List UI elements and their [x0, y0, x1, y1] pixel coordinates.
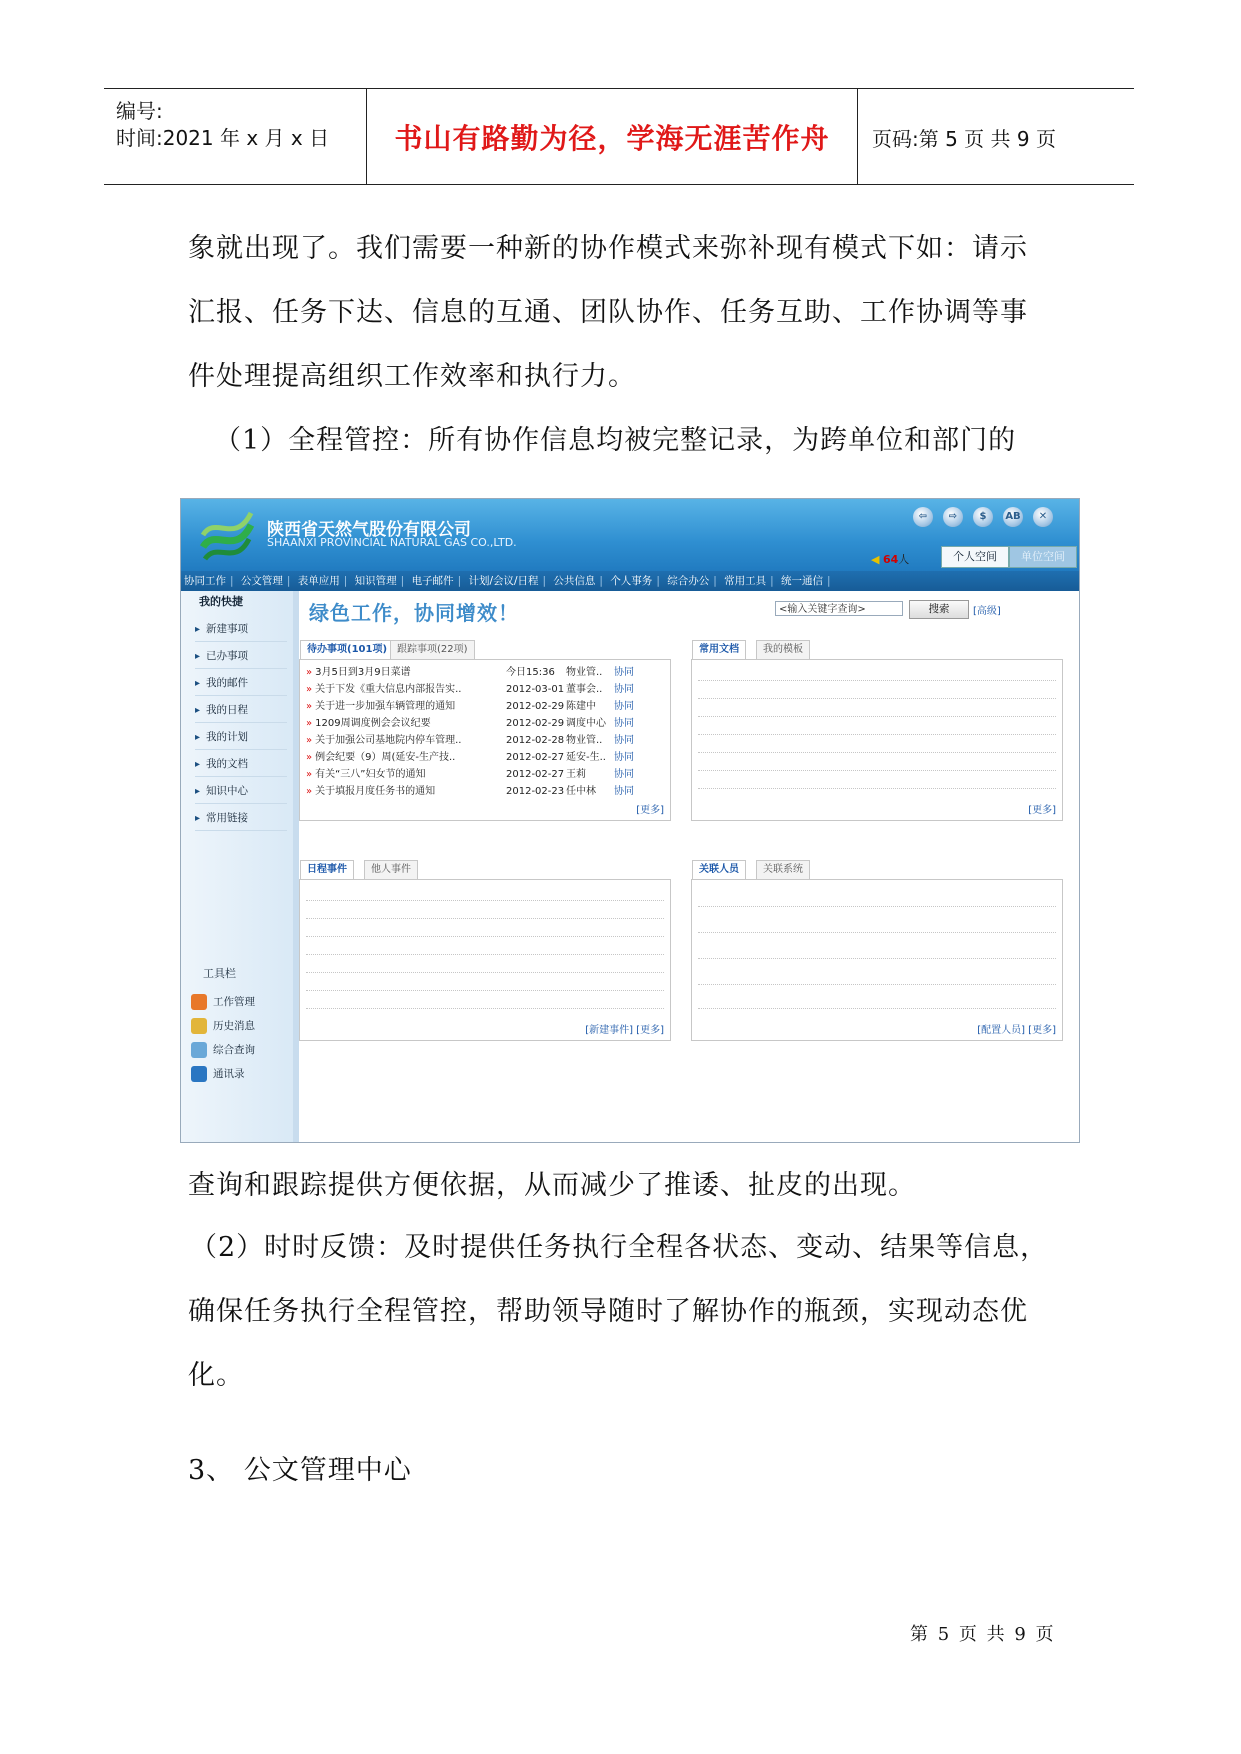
online-users[interactable]: [871, 551, 909, 567]
page-footer: 第 5 页 共 9 页: [910, 1624, 1056, 1645]
header-meta-cell: [104, 89, 367, 184]
online-unit: 人: [898, 553, 910, 566]
nav-item[interactable]: 表单应用: [297, 575, 340, 587]
row-divider: [698, 716, 1056, 717]
tab-related-systems[interactable]: 关联系统: [756, 860, 810, 879]
nav-item[interactable]: 综合办公: [667, 575, 710, 587]
sidebar-item[interactable]: ▸ 知识中心: [195, 779, 287, 804]
nav-item[interactable]: 协同工作: [184, 575, 226, 587]
sidebar-item[interactable]: ▸ 常用链接: [195, 806, 287, 831]
tab-common-docs[interactable]: 常用文档: [692, 640, 746, 659]
query-icon: [191, 1042, 207, 1058]
oa-banner: [181, 499, 1080, 577]
oa-system-screenshot: [180, 498, 1080, 1143]
row-divider: [306, 954, 664, 955]
row-divider: [698, 788, 1056, 789]
header-motto-cell: [367, 89, 858, 184]
tab-related-people[interactable]: 关联人员: [692, 860, 746, 879]
slogan: 绿色工作，协同增效！: [309, 601, 519, 625]
row-divider: [306, 972, 664, 973]
search-button[interactable]: 搜索: [909, 600, 969, 619]
sidebar-item[interactable]: ▸ 新建事项: [195, 617, 287, 642]
toolbar-title: 工具栏: [203, 967, 236, 980]
paragraph-line: （2）时时反馈：及时提供任务执行全程各状态、变动、结果等信息，: [190, 1232, 1049, 1263]
schedule-panel: [299, 864, 671, 1041]
todo-row[interactable]: » 关于填报月度任务书的通知 2012-02-23 任中林 协同: [306, 783, 666, 800]
forward-button[interactable]: ⇨: [943, 507, 963, 527]
row-divider: [698, 698, 1056, 699]
tab-schedule[interactable]: 日程事件: [300, 860, 354, 879]
todo-row[interactable]: » 关于进一步加强车辆管理的通知 2012-02-29 陈建中 协同: [306, 698, 666, 715]
docs-panel: [691, 644, 1063, 821]
sidebar-item[interactable]: ▸ 我的计划: [195, 725, 287, 750]
related-more-links[interactable]: [配置人员] [更多]: [977, 1025, 1056, 1036]
document-time-label: 时间:2021 年 x 月 x 日: [116, 126, 330, 150]
tab-unit-space[interactable]: 单位空间: [1009, 546, 1077, 568]
todo-row[interactable]: » 关于下发《重大信息内部报告实.. 2012-03-01 董事会.. 协同: [306, 681, 666, 698]
paragraph-line: 确保任务执行全程管控，帮助领导随时了解协作的瓶颈，实现动态优: [188, 1296, 1028, 1327]
row-divider: [698, 752, 1056, 753]
nav-item[interactable]: 常用工具: [724, 575, 767, 587]
paragraph-line: 件处理提高组织工作效率和执行力。: [188, 361, 636, 392]
row-divider: [698, 680, 1056, 681]
back-button[interactable]: ⇦: [913, 507, 933, 527]
document-number-label: 编号:: [116, 99, 163, 123]
todo-row[interactable]: » 1209周调度例会会议纪要 2012-02-29 调度中心 协同: [306, 715, 666, 732]
tool-query[interactable]: 综合查询: [191, 1039, 255, 1061]
left-sidebar: [181, 591, 294, 1143]
company-name-cn: 陕西省天然气股份有限公司: [267, 520, 471, 540]
todo-row[interactable]: » 有关“三八”妇女节的通知 2012-02-27 王莉 协同: [306, 766, 666, 783]
header-motto: 书山有路勤为径，学海无涯苦作舟: [394, 122, 830, 155]
todo-row[interactable]: » 例会纪要（9）周(延安-生产技.. 2012-02-27 延安-生.. 协同: [306, 749, 666, 766]
nav-item[interactable]: 公共信息: [553, 575, 596, 587]
company-name-en: SHAANXI PROVINCIAL NATURAL GAS CO.,LTD.: [267, 536, 517, 549]
page-header: [104, 88, 1134, 185]
main-content: [299, 591, 1080, 1143]
tab-my-templates[interactable]: 我的模板: [756, 640, 810, 659]
sidebar-item[interactable]: ▸ 我的邮件: [195, 671, 287, 696]
related-panel: [691, 864, 1063, 1041]
tool-contacts[interactable]: 通讯录: [191, 1063, 245, 1085]
row-divider: [698, 958, 1056, 959]
schedule-more-links[interactable]: [新建事件] [更多]: [585, 1025, 664, 1036]
history-icon: [191, 1018, 207, 1034]
close-button[interactable]: ✕: [1033, 507, 1053, 527]
nav-item[interactable]: 知识管理: [354, 575, 397, 587]
paragraph-line: 象就出现了。我们需要一种新的协作模式来弥补现有模式下如：请示: [188, 233, 1028, 264]
online-count: 64: [882, 553, 899, 566]
search-input[interactable]: <输入关键字查询>: [775, 601, 903, 616]
advanced-search-link[interactable]: [高级]: [973, 606, 1001, 617]
sidebar-item[interactable]: ▸ 我的文档: [195, 752, 287, 777]
row-divider: [698, 770, 1056, 771]
tab-tracking[interactable]: 跟踪事项(22项): [390, 640, 475, 659]
dollar-button[interactable]: $: [973, 507, 993, 527]
header-page-cell: [858, 89, 1134, 184]
work-manage-icon: [191, 994, 207, 1010]
nav-item[interactable]: 计划/会议/日程: [468, 575, 539, 587]
paragraph-line: 化。: [188, 1360, 244, 1391]
nav-item[interactable]: 电子邮件: [411, 575, 454, 587]
sidebar-item[interactable]: ▸ 我的日程: [195, 698, 287, 723]
sidebar-item[interactable]: ▸ 已办事项: [195, 644, 287, 669]
row-divider: [306, 990, 664, 991]
header-page-number: 页码:第 5 页 共 9 页: [872, 127, 1056, 151]
nav-item[interactable]: 个人事务: [610, 575, 653, 587]
row-divider: [306, 936, 664, 937]
paragraph-line: 查询和跟踪提供方便依据，从而减少了推诿、扯皮的出现。: [188, 1170, 916, 1201]
row-divider: [306, 918, 664, 919]
row-divider: [306, 900, 664, 901]
todo-row[interactable]: » 3月5日到3月9日菜谱 今日15:36 物业管.. 协同: [306, 664, 666, 681]
todo-more-link[interactable]: [更多]: [636, 805, 664, 816]
speaker-icon: ◀: [871, 553, 880, 566]
row-divider: [698, 984, 1056, 985]
row-divider: [698, 734, 1056, 735]
tab-personal-space[interactable]: 个人空间: [941, 546, 1009, 568]
nav-item[interactable]: 统一通信: [780, 575, 823, 587]
paragraph-line: （1）全程管控：所有协作信息均被完整记录，为跨单位和部门的: [214, 425, 1017, 456]
row-divider: [698, 1008, 1056, 1009]
docs-more-link[interactable]: [更多]: [1028, 805, 1056, 816]
nav-item[interactable]: 公文管理: [240, 575, 283, 587]
tab-others-events[interactable]: 他人事件: [364, 860, 418, 879]
section-heading: 3、 公文管理中心: [188, 1455, 412, 1486]
font-button[interactable]: AB: [1003, 507, 1023, 527]
row-divider: [698, 932, 1056, 933]
todo-panel: [299, 644, 671, 821]
sidebar-title: 我的快捷: [199, 595, 243, 608]
row-divider: [306, 1008, 664, 1009]
tool-work-manage[interactable]: 工作管理: [191, 991, 255, 1013]
paragraph-line: 汇报、任务下达、信息的互通、团队协作、任务互助、工作协调等事: [188, 297, 1028, 328]
row-divider: [698, 906, 1056, 907]
tool-history[interactable]: 历史消息: [191, 1015, 255, 1037]
main-nav: 协同工作 | 公文管理 | 表单应用 | 知识管理 | 电子邮件 | 计划/会议/日程 | 公共信息 | 个人事务 | 综合办公 | 常用工具 | 统一通信 |: [181, 571, 1080, 591]
company-logo-icon: [195, 507, 259, 567]
tab-todo[interactable]: 待办事项(101项): [300, 640, 394, 659]
todo-row[interactable]: » 关于加强公司基地院内停车管理.. 2012-02-28 物业管.. 协同: [306, 732, 666, 749]
contacts-icon: [191, 1066, 207, 1082]
